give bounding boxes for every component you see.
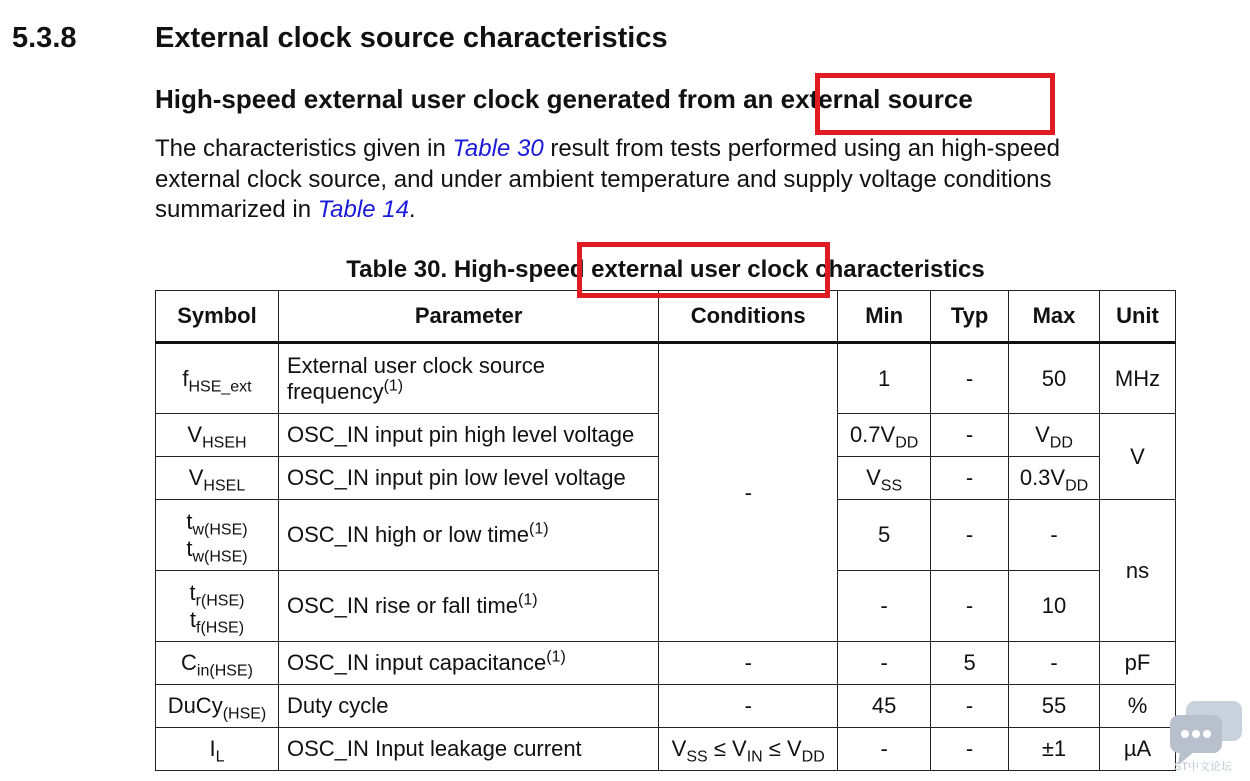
header-parameter: Parameter [278, 291, 658, 343]
typ-cell: 5 [931, 642, 1009, 685]
typ-cell: - [931, 571, 1009, 642]
unit-merged-cell-ns: ns [1100, 500, 1176, 642]
section-number: 5.3.8 [12, 22, 77, 54]
parameter-cell: External user clock source frequency$^{(1)}$ [278, 343, 658, 414]
table-header-row [156, 291, 1176, 343]
table-row [156, 642, 1176, 685]
header-conditions: Conditions [659, 291, 838, 343]
unit-merged-cell-v: V [1100, 414, 1176, 500]
header-typ: Typ [931, 291, 1009, 343]
unit-cell: % [1100, 685, 1176, 728]
max-cell: 50 [1009, 343, 1100, 414]
parameter-cell: OSC_IN Input leakage current [278, 728, 658, 771]
conditions-cell: $V_{SS} \le V_{IN} \le V_{DD}$ [659, 728, 838, 771]
header-unit: Unit [1100, 291, 1176, 343]
unit-cell: MHz [1100, 343, 1176, 414]
unit-cell: µA [1100, 728, 1176, 771]
paragraph-text: The characteristics given in [155, 135, 453, 162]
max-cell: $0.3V_{DD}$ [1009, 457, 1100, 500]
min-cell: 45 [838, 685, 931, 728]
typ-cell: - [931, 500, 1009, 571]
max-cell: 10 [1009, 571, 1100, 642]
table-30-link[interactable]: Table 30 [452, 135, 544, 162]
parameter-cell: Duty cycle [278, 685, 658, 728]
section-title: External clock source characteristics [155, 22, 668, 54]
min-cell: - [838, 728, 931, 771]
parameter-cell: OSC_IN rise or fall time$^{(1)}$ [278, 571, 658, 642]
parameter-cell: OSC_IN input pin low level voltage [278, 457, 658, 500]
typ-cell: - [931, 457, 1009, 500]
max-cell: - [1009, 500, 1100, 571]
parameter-cell: OSC_IN input capacitance$^{(1)}$ [278, 642, 658, 685]
header-symbol: Symbol [156, 291, 279, 343]
max-cell: - [1009, 642, 1100, 685]
conditions-cell: - [659, 685, 838, 728]
min-cell: 1 [838, 343, 931, 414]
min-cell: 5 [838, 500, 931, 571]
max-cell: 55 [1009, 685, 1100, 728]
parameter-cell: OSC_IN high or low time$^{(1)}$ [278, 500, 658, 571]
parameter-cell: OSC_IN input pin high level voltage [278, 414, 658, 457]
max-cell: ±1 [1009, 728, 1100, 771]
table-14-link[interactable]: Table 14 [317, 196, 409, 223]
subsection-title: High-speed external user clock generated from an external source [155, 84, 973, 114]
typ-cell: - [931, 728, 1009, 771]
conditions-cell: - [659, 642, 838, 685]
paragraph-text: . [408, 196, 416, 223]
header-min: Min [838, 291, 931, 343]
symbol-cell: $t_{r(HSE)}$ $t_{f(HSE)}$ [156, 571, 279, 642]
table-caption: Table 30. High-speed external user clock characteristics [346, 256, 985, 283]
watermark-text: ST中文论坛 [1174, 761, 1233, 773]
table-row [156, 343, 1176, 414]
min-cell: - [838, 642, 931, 685]
symbol-cell: DuCy$_{(HSE)}$ [156, 685, 279, 728]
intro-paragraph [155, 134, 1145, 226]
header-max: Max [1009, 291, 1100, 343]
typ-cell: - [931, 343, 1009, 414]
table-row [156, 685, 1176, 728]
max-cell: $V_{DD}$ [1009, 414, 1100, 457]
symbol-cell: $f_{HSE\_ext}$ [156, 343, 279, 414]
min-cell: $V_{SS}$ [838, 457, 931, 500]
symbol-cell: $C_{in(HSE)}$ [156, 642, 279, 685]
min-cell: - [838, 571, 931, 642]
clock-characteristics-table [155, 290, 1176, 771]
table-row [156, 728, 1176, 771]
unit-cell: pF [1100, 642, 1176, 685]
min-cell: $0.7V_{DD}$ [838, 414, 931, 457]
symbol-cell: $I_L$ [156, 728, 279, 771]
typ-cell: - [931, 685, 1009, 728]
symbol-cell: $V_{HSEH}$ [156, 414, 279, 457]
typ-cell: - [931, 414, 1009, 457]
paragraph-text: result from tests performed using an high-speed external clock source, and under ambient temperature and supply voltage conditions summarized in [155, 135, 1060, 223]
symbol-cell: $t_{w(HSE)}$ $t_{w(HSE)}$ [156, 500, 279, 571]
conditions-merged-cell: - [659, 343, 838, 642]
symbol-cell: $V_{HSEL}$ [156, 457, 279, 500]
